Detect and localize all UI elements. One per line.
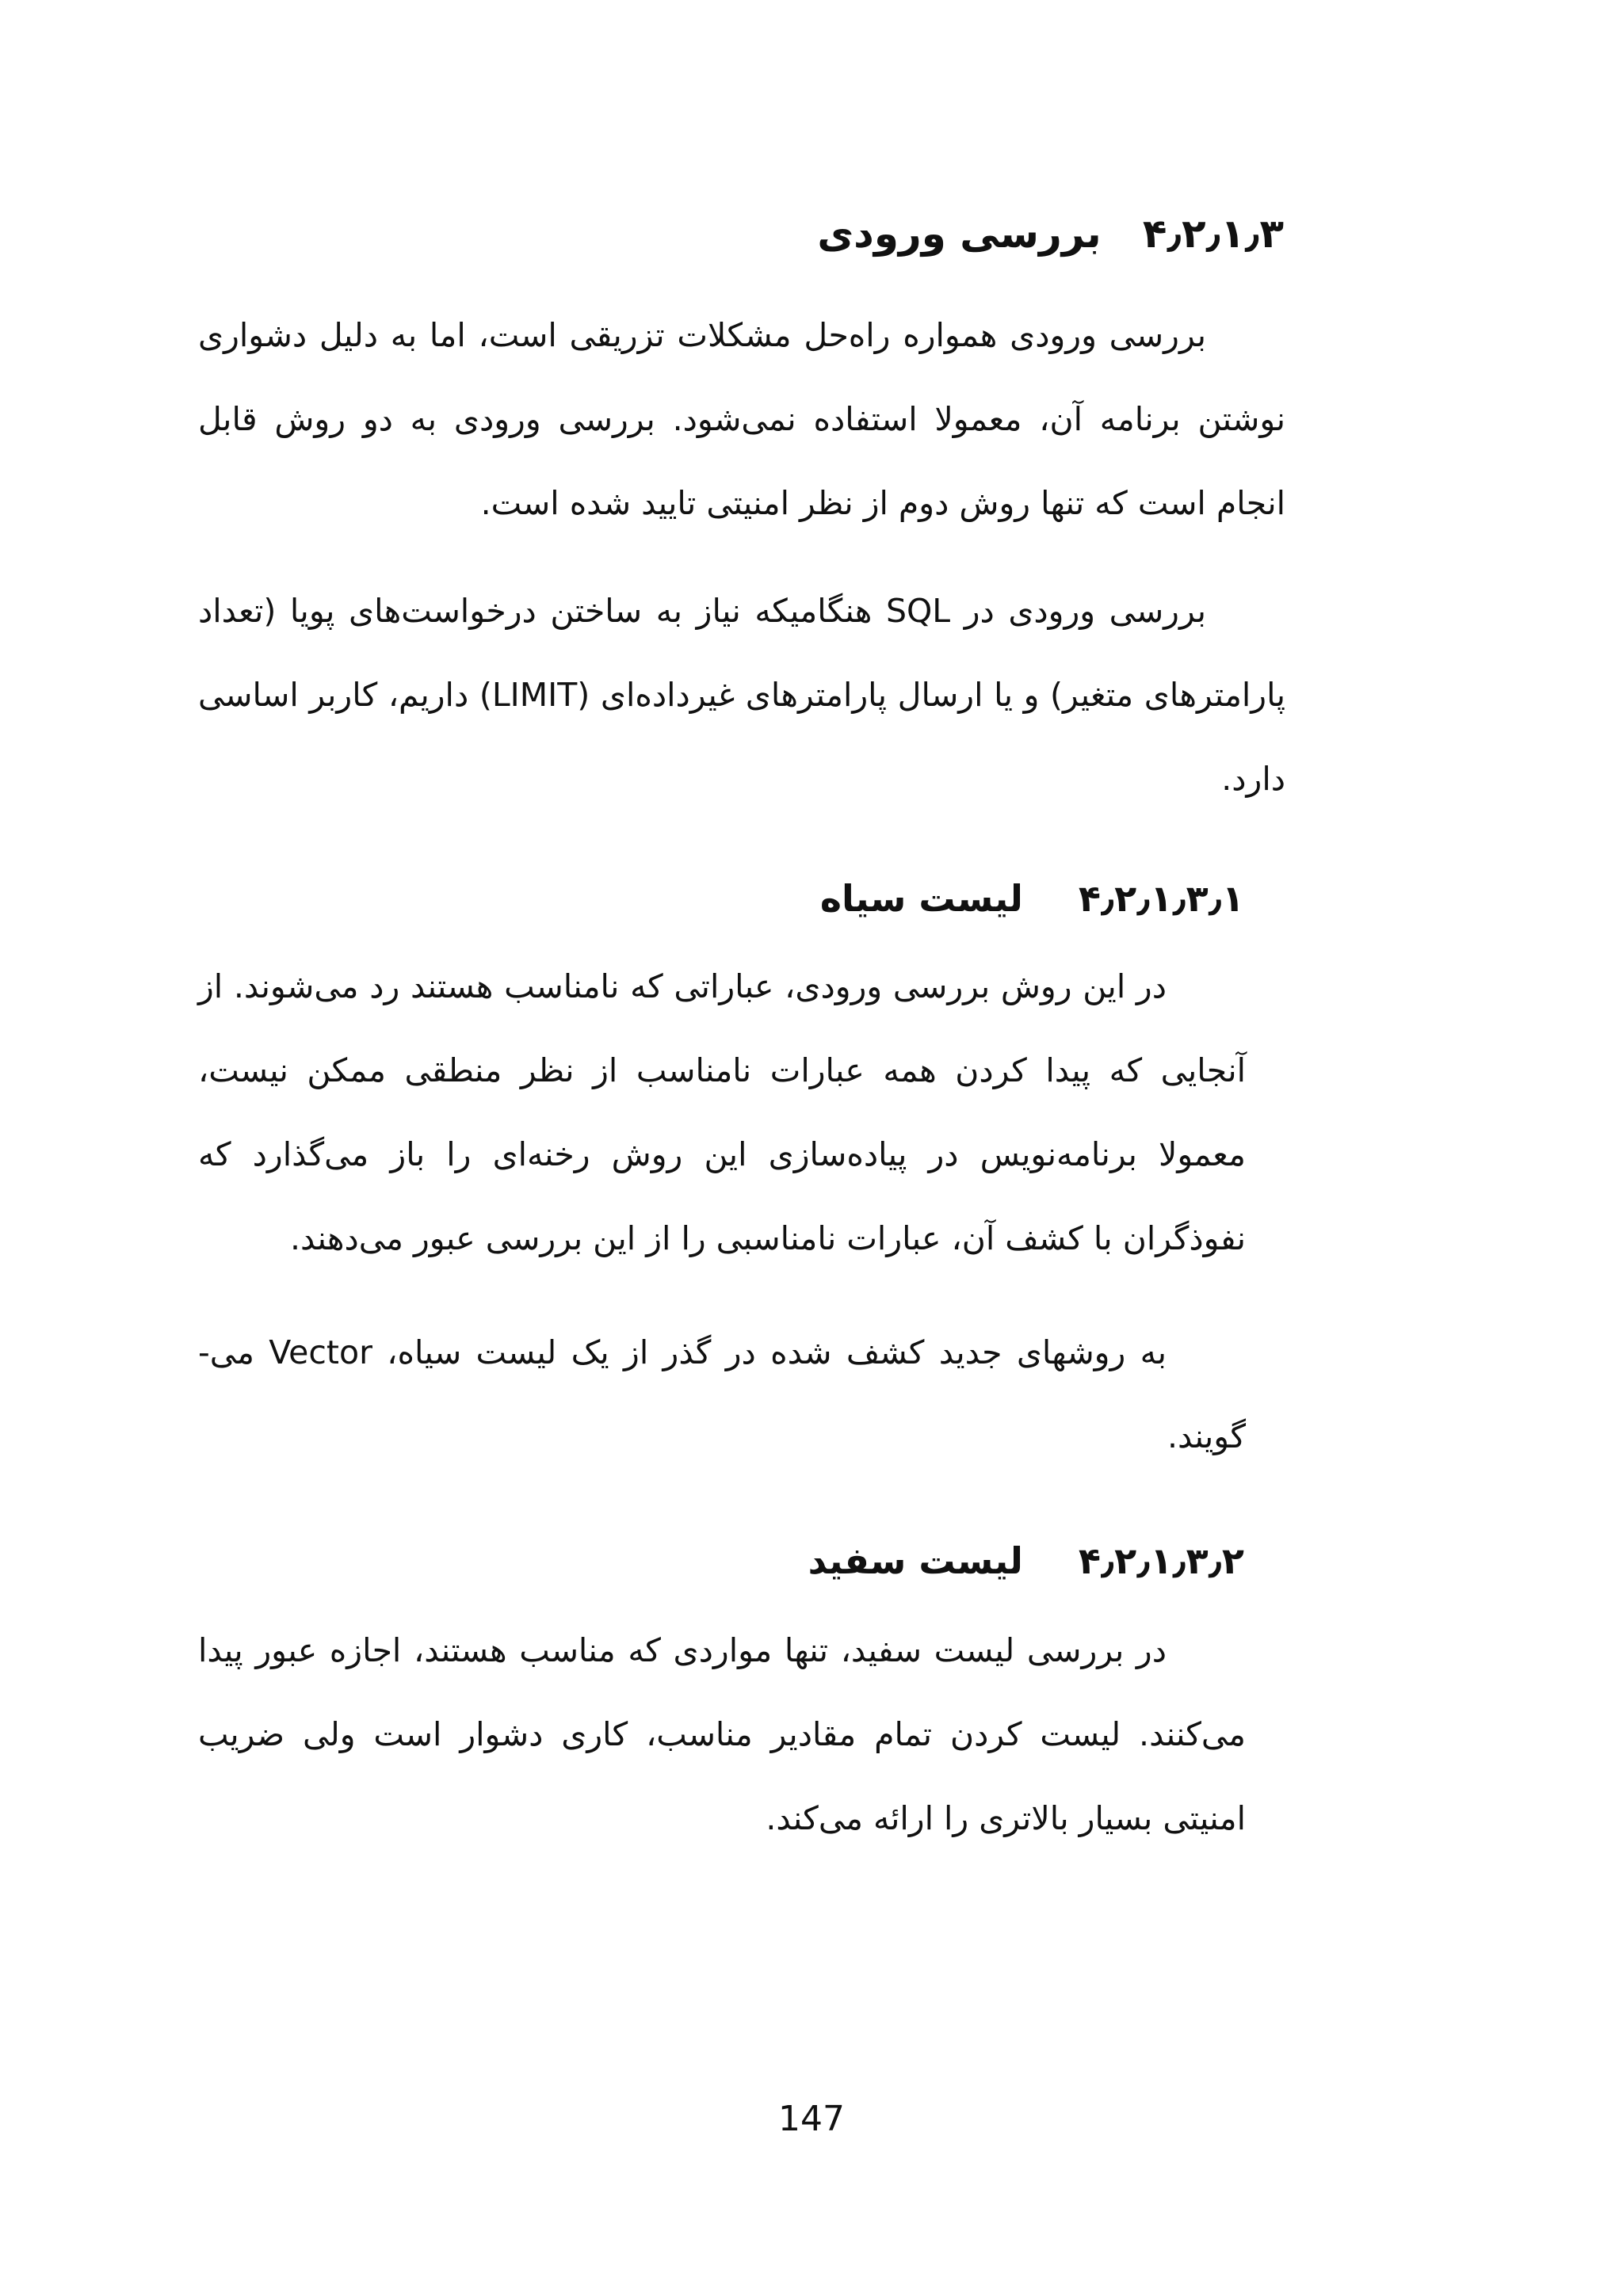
subsection-2-heading — [214, 1531, 1244, 1591]
subsection-2-paragraph-1: در بررسی لیست سفید، تنها مواردی که مناسب هستند، اجازه عبور پیدا می‌کنند. لیست کردن تمام مقادیر مناسب، کاری دشوار است ولی ضریب امنیتی بسیار بالاتری را ارائه می‌کند. — [198, 1631, 1246, 1837]
subsection-1-paragraph-1: در این روش بررسی ورودی، عباراتی که نامناسب هستند رد می‌شوند. از آنجایی که پیدا کردن همه عبارات نامناسب از نظر منطقی ممکن نیست، معمولا برنامه‌نویس در پیاده‌سازی این روش رخنه‌ای را باز می‌گذارد که نفوذگران با کشف آن، عبارات نامناسبی را از این بررسی عبور می‌دهند. — [198, 967, 1246, 1257]
subsection-1-number: ۴٫۲٫۱٫۳٫۱ — [1078, 877, 1244, 920]
subsection-1-heading — [214, 868, 1244, 929]
paragraph-main-2: بررسی ورودی در SQL هنگامیکه نیاز به ساختن درخواست‌های پویا (تعداد پارامترهای متغیر) و یا ارسال پارامترهای غیرداده‌ای (LIMIT) داریم، کاربر اساسی دارد. — [198, 592, 1285, 798]
subsection-1-paragraph-2: به روشهای جدید کشف شده در گذر از یک لیست سیاه، Vector می‌-گویند. — [198, 1333, 1246, 1455]
subsection-2-title: لیست سفید — [808, 1539, 1023, 1582]
section-heading — [174, 202, 1284, 265]
section-title: بررسی ورودی — [817, 211, 1102, 257]
subsection-2-number: ۴٫۲٫۱٫۳٫۲ — [1078, 1539, 1244, 1582]
subsection-1-title: لیست سیاه — [819, 877, 1023, 920]
section-number: ۴٫۲٫۱٫۳ — [1142, 211, 1284, 257]
page-number: 147 — [778, 2099, 845, 2139]
paragraph-main-1: بررسی ورودی همواره راه‌حل مشکلات تزریقی است، اما به دلیل دشواری نوشتن برنامه آن، معمولا استفاده نمی‌شود. بررسی ورودی به دو روش قابل انجام است که تنها روش دوم از نظر امنیتی تایید شده است. — [198, 316, 1285, 522]
